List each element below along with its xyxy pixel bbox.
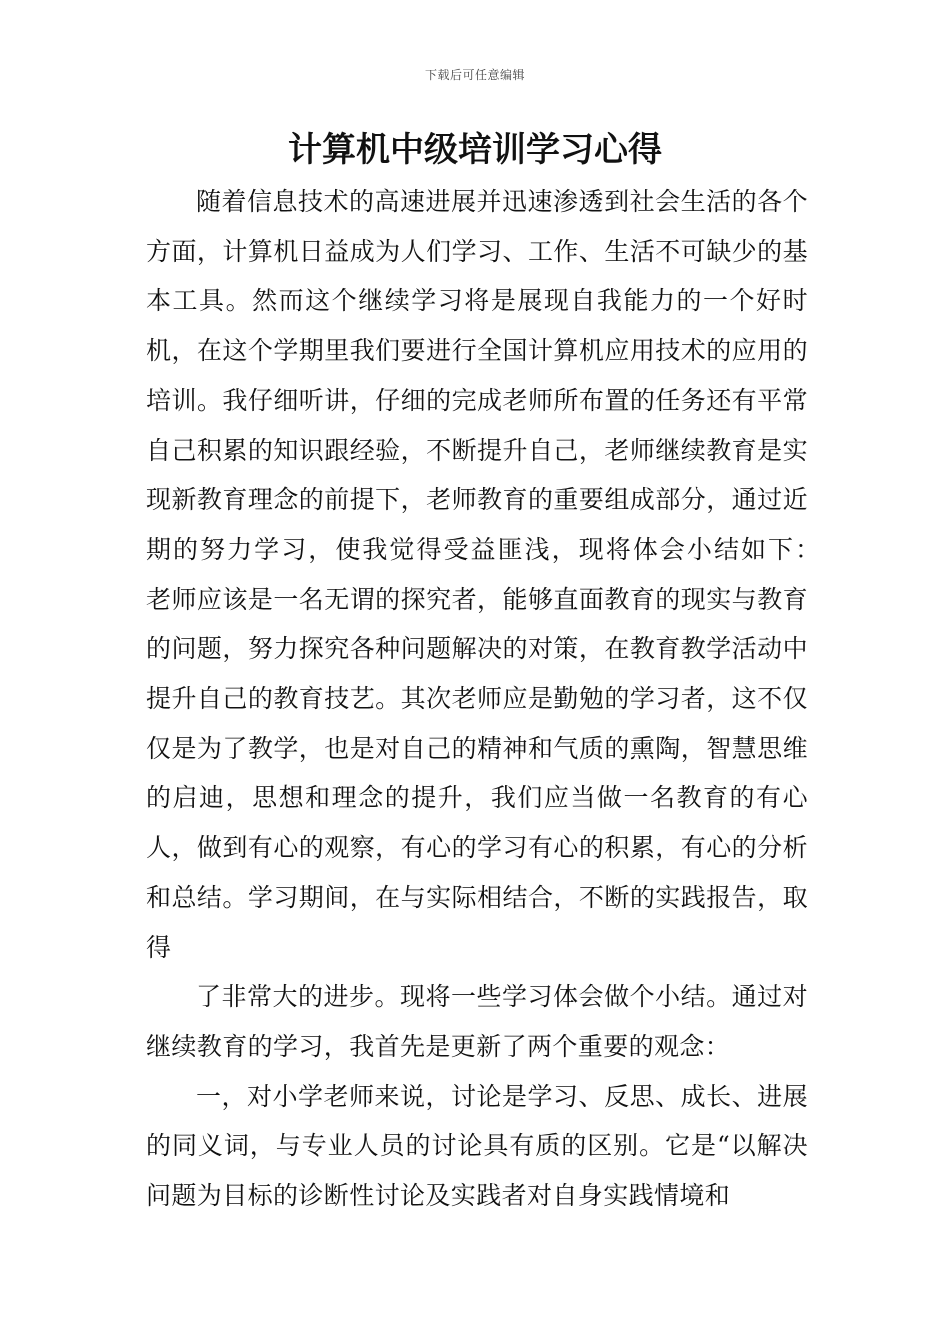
document-title: 计算机中级培训学习心得 [288, 130, 662, 170]
paragraph-1: 随着信息技术的高速进展并迅速渗透到社会生活的各个方面，计算机日益成为人们学习、工作、生活不可缺少的基本工具。然而这个继续学习将是展现自我能力的一个好时机，在这个学期里我们要进行全国计算机应用技术的应用的培训。我仔细听讲，仔细的完成老师所布置的任务还有平常自己积累的知识跟经验，不断提升自己，老师继续教育是实现新教育理念的前提下，老师教育的重要组成部分，通过近期的努力学习，使我觉得受益匪浅，现将体会小结如下： 老师应该是一名无谓的探究者，能够直面教育的现实与教育的问题，努力探究各种问题解决的对策，在教育教学活动中提升自己的教育技艺。其次老师应是勤勉的学习者，这不仅仅是为了教学，也是对自己的精神和气质的熏陶，智慧思维的启迪，思想和理念的提升，我们应当做一名教育的有心人，做到有心的观察，有心的学习有心的积累，有心的分析和总结。学习期间，在与实际相结合，不断的实践报告，取得 [146, 187, 834, 962]
header-note: 下载后可任意编辑 [424, 68, 525, 82]
document-body [146, 177, 834, 1221]
paragraph-2: 了非常大的进步。现将一些学习体会做个小结。通过对继续教育的学习，我首先是更新了两个重要的观念： [146, 982, 808, 1061]
paragraph-3: 一，对小学老师来说，讨论是学习、反思、成长、进展的同义词，与专业人员的讨论具有质的区别。它是“以解决问题为目标的诊断性讨论及实践者对自身实践情境和 [146, 1081, 808, 1211]
